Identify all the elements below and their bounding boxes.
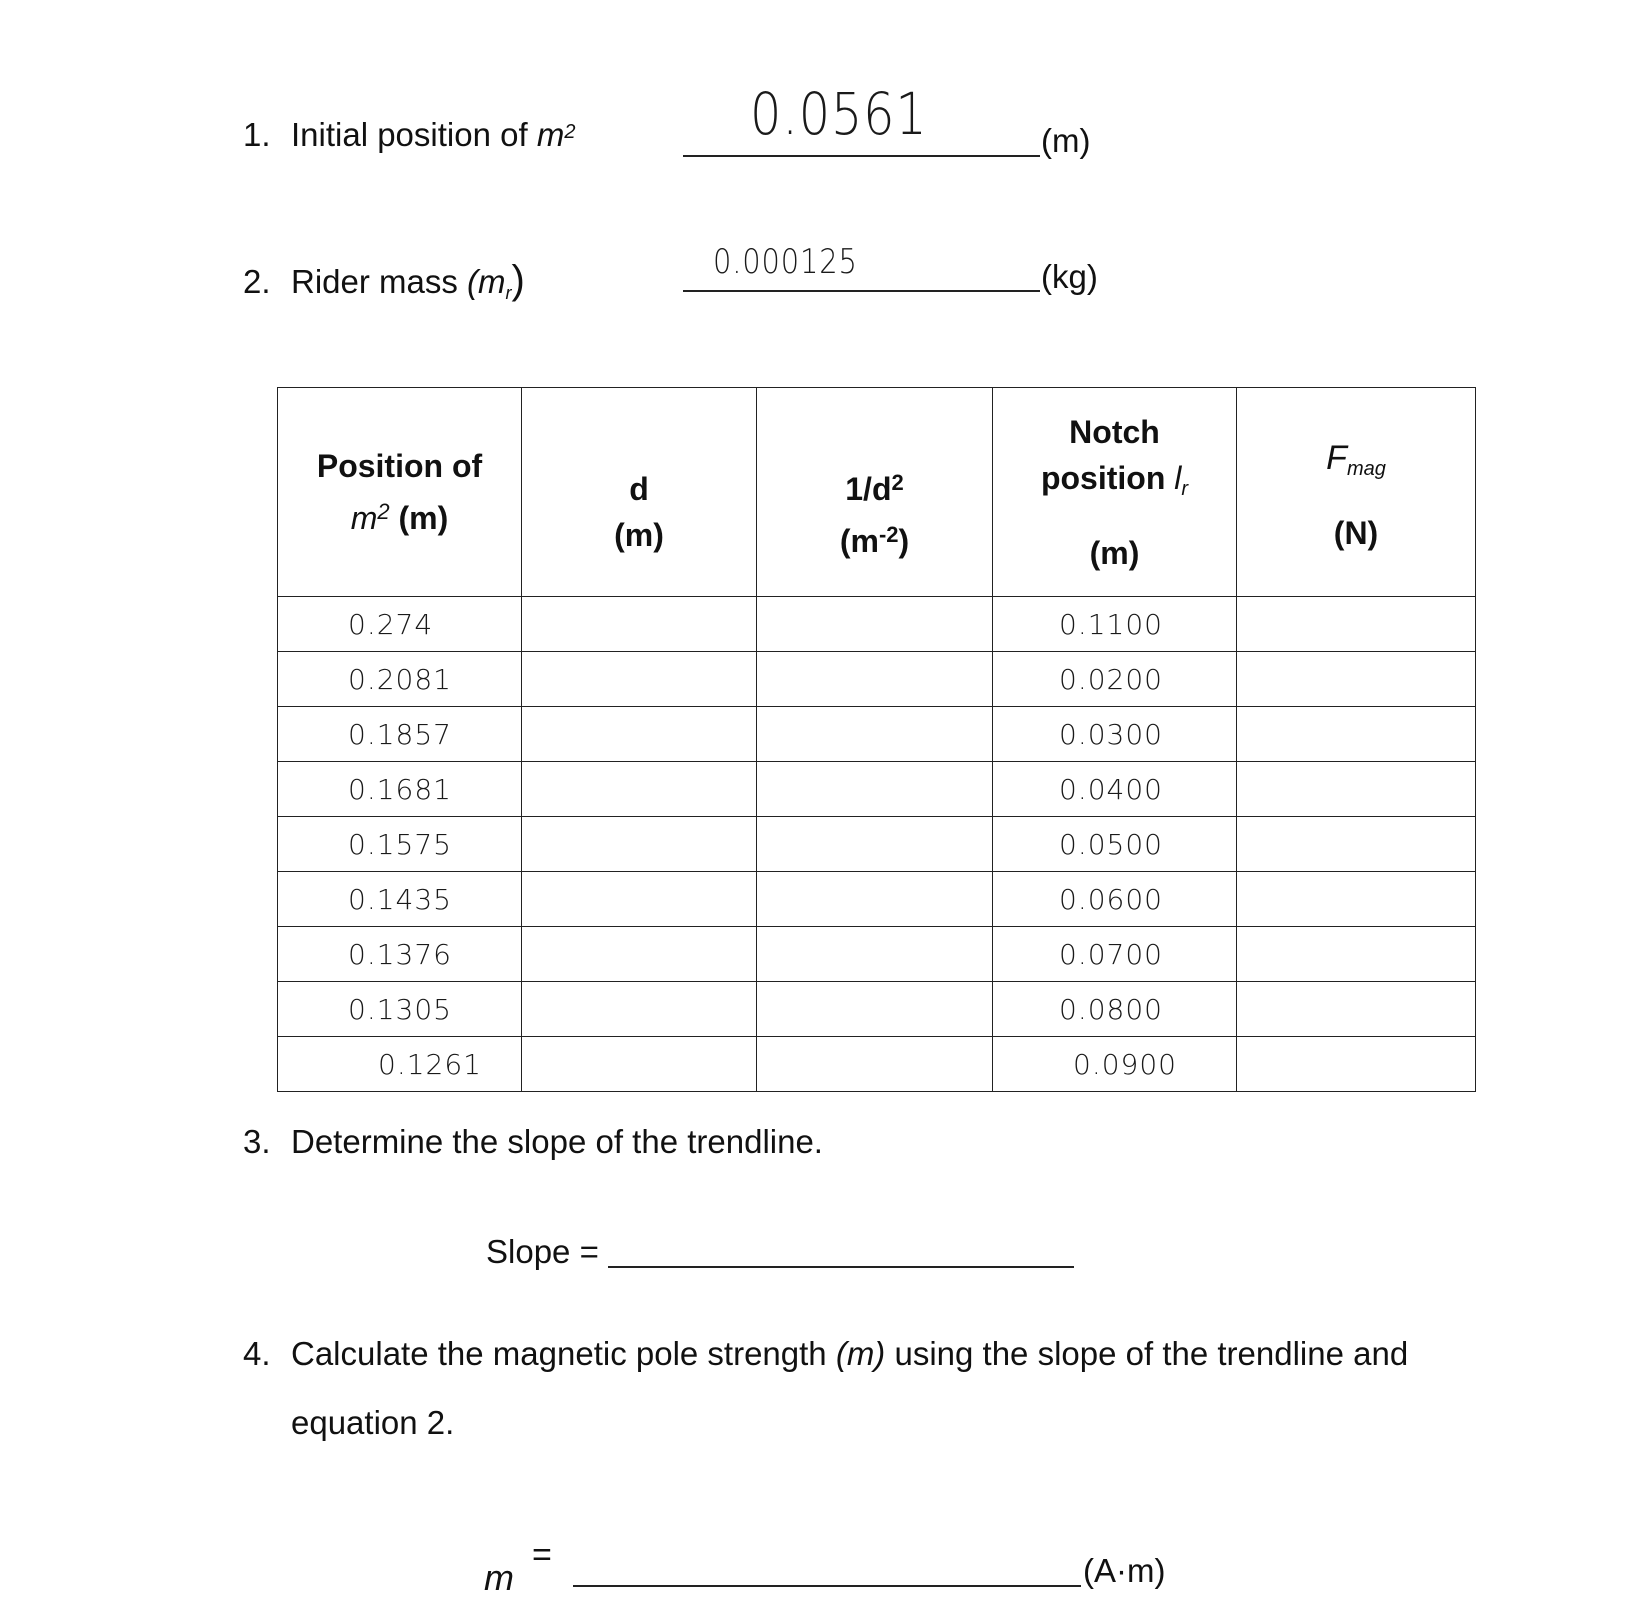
notch-cell: 0.0300 xyxy=(993,707,1237,762)
slope-answer-line xyxy=(608,1266,1074,1268)
position-cell: 0.2081 xyxy=(278,652,522,707)
header-inverse-d-squared xyxy=(757,388,993,597)
fmag-cell xyxy=(1237,872,1476,927)
slope-label: Slope = xyxy=(486,1233,599,1270)
question-2-unit: (kg) xyxy=(1041,258,1098,295)
table-row xyxy=(278,652,1476,707)
question-3-text: Determine the slope of the trendline. xyxy=(291,1123,823,1160)
header-fmag-label: $F_{mag}$ xyxy=(1326,438,1386,480)
position-cell: 0.1681 xyxy=(278,762,522,817)
d-cell xyxy=(522,1037,757,1092)
question-4-text-before: Calculate the magnetic pole strength xyxy=(291,1335,836,1372)
table-row xyxy=(278,762,1476,817)
data-table xyxy=(277,387,1476,1092)
header-position-line1: Position of xyxy=(316,448,483,484)
notch-cell: 0.0800 xyxy=(993,982,1237,1037)
inverse-d-squared-cell xyxy=(757,817,993,872)
table-row xyxy=(278,1037,1476,1092)
notch-cell: 0.0700 xyxy=(993,927,1237,982)
fmag-cell xyxy=(1237,762,1476,817)
header-d-label: d xyxy=(629,471,649,507)
question-4-text-after: using the slope of the trendline and xyxy=(885,1335,1409,1372)
header-position-line2: $m^2$ (m) xyxy=(350,499,449,536)
inverse-d-squared-cell xyxy=(757,927,993,982)
question-2-var: (m xyxy=(467,263,506,300)
notch-cell: 0.0900 xyxy=(993,1037,1237,1092)
table-row xyxy=(278,927,1476,982)
inverse-d-squared-cell xyxy=(757,762,993,817)
header-position xyxy=(278,388,522,597)
d-cell xyxy=(522,762,757,817)
header-d xyxy=(522,388,757,597)
inverse-d-squared-cell xyxy=(757,1037,993,1092)
d-cell xyxy=(522,927,757,982)
inverse-d-squared-cell xyxy=(757,982,993,1037)
fmag-cell xyxy=(1237,927,1476,982)
inverse-d-squared-cell xyxy=(757,707,993,762)
fmag-cell xyxy=(1237,597,1476,652)
m-answer-line xyxy=(573,1585,1081,1587)
position-cell: 0.1376 xyxy=(278,927,522,982)
header-notch-unit: (m) xyxy=(1089,534,1140,571)
d-cell xyxy=(522,817,757,872)
question-2-number: 2. xyxy=(243,263,271,300)
d-cell xyxy=(522,872,757,927)
question-1-unit: (m) xyxy=(1041,122,1091,159)
question-2-label xyxy=(243,258,525,304)
header-d-unit: (m) xyxy=(614,517,664,553)
table-header-row xyxy=(278,388,1476,597)
fmag-cell xyxy=(1237,652,1476,707)
question-4-var: (m) xyxy=(835,1335,886,1372)
notch-cell: 0.0400 xyxy=(993,762,1237,817)
table-row xyxy=(278,817,1476,872)
notch-cell: 0.0200 xyxy=(993,652,1237,707)
question-2-answer-line xyxy=(683,290,1040,292)
inverse-d-squared-cell xyxy=(757,872,993,927)
m-unit: (A·m) xyxy=(1083,1552,1166,1589)
question-2-var-close: ) xyxy=(511,258,525,302)
inverse-d-squared-cell xyxy=(757,652,993,707)
notch-cell: 0.0500 xyxy=(993,817,1237,872)
table-row xyxy=(278,597,1476,652)
question-4-line2: equation 2. xyxy=(291,1404,455,1441)
header-notch-line1: Notch xyxy=(1069,413,1160,450)
question-2-text: Rider mass xyxy=(291,263,468,300)
d-cell xyxy=(522,597,757,652)
header-fmag-unit: (N) xyxy=(1333,514,1379,551)
header-notch-line2: position $l_r$ xyxy=(1040,459,1189,500)
header-inverse-d-squared-unit: $(m^{-2})$ xyxy=(839,522,910,559)
fmag-cell xyxy=(1237,1037,1476,1092)
header-inverse-d-squared-label: $1/d^2$ xyxy=(845,470,904,507)
fmag-cell xyxy=(1237,982,1476,1037)
question-3-number: 3. xyxy=(243,1123,271,1160)
question-1-answer-line xyxy=(683,155,1040,157)
question-1-var-sup: 2 xyxy=(564,121,576,143)
question-4-label xyxy=(243,1335,1408,1373)
inverse-d-squared-cell xyxy=(757,597,993,652)
position-cell: 0.1857 xyxy=(278,707,522,762)
m-equals: = xyxy=(532,1536,552,1574)
table-row xyxy=(278,982,1476,1037)
question-4-number: 4. xyxy=(243,1335,271,1372)
question-1-text: Initial position of xyxy=(291,116,537,153)
table-row xyxy=(278,872,1476,927)
position-cell: 0.274 xyxy=(278,597,522,652)
question-1-label xyxy=(243,116,575,154)
question-1-answer: 0.0561 xyxy=(750,80,928,148)
fmag-cell xyxy=(1237,817,1476,872)
header-fmag xyxy=(1237,388,1476,597)
question-3-label xyxy=(243,1123,823,1161)
table-row xyxy=(278,707,1476,762)
header-notch-position xyxy=(993,388,1237,597)
question-2-var-sub: r xyxy=(505,283,512,303)
d-cell xyxy=(522,652,757,707)
m-label: m xyxy=(484,1557,514,1598)
question-2-answer: 0.000125 xyxy=(713,242,858,282)
position-cell: 0.1261 xyxy=(278,1037,522,1092)
position-cell: 0.1575 xyxy=(278,817,522,872)
question-1-number: 1. xyxy=(243,116,271,153)
notch-cell: 0.0600 xyxy=(993,872,1237,927)
position-cell: 0.1435 xyxy=(278,872,522,927)
notch-cell: 0.1100 xyxy=(993,597,1237,652)
fmag-cell xyxy=(1237,707,1476,762)
d-cell xyxy=(522,982,757,1037)
question-1-var: m xyxy=(536,116,565,153)
d-cell xyxy=(522,707,757,762)
position-cell: 0.1305 xyxy=(278,982,522,1037)
